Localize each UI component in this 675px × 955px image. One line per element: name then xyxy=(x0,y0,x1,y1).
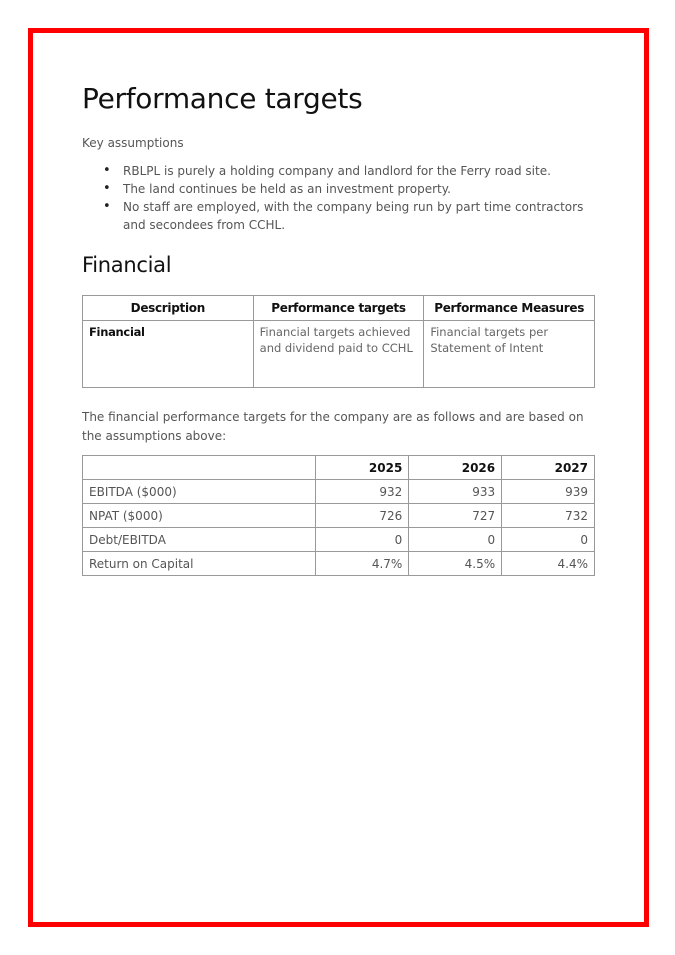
key-assumptions-label: Key assumptions xyxy=(82,136,184,150)
row-label: NPAT ($000) xyxy=(83,504,316,528)
row-label: Return on Capital xyxy=(83,552,316,576)
description-cell: Financial xyxy=(83,321,254,388)
assumption-item: • RBLPL is purely a holding company and landlord for the Ferry road site. xyxy=(82,162,594,180)
financial-paragraph: The financial performance targets for the company are as follows and are based on the assumptions above: xyxy=(82,410,584,443)
column-header: Performance targets xyxy=(253,296,424,321)
measure-cell: Financial targets per Statement of Intent xyxy=(424,321,595,388)
assumption-item: • The land continues be held as an investment property. xyxy=(82,180,594,198)
table-row xyxy=(83,321,595,388)
value-cell: 4.4% xyxy=(502,552,595,576)
financial-targets-table xyxy=(82,455,595,576)
performance-targets-table xyxy=(82,295,595,388)
table-row xyxy=(83,552,595,576)
row-label: Debt/EBITDA xyxy=(83,528,316,552)
value-cell: 0 xyxy=(502,528,595,552)
value-cell: 726 xyxy=(316,504,409,528)
value-cell: 4.5% xyxy=(409,552,502,576)
table-header-row xyxy=(83,456,595,480)
row-label: EBITDA ($000) xyxy=(83,480,316,504)
value-cell: 0 xyxy=(409,528,502,552)
table-row xyxy=(83,504,595,528)
table-header-row xyxy=(83,296,595,321)
value-cell: 0 xyxy=(316,528,409,552)
column-header-2025: 2025 xyxy=(316,456,409,480)
value-cell: 933 xyxy=(409,480,502,504)
column-header-2027: 2027 xyxy=(502,456,595,480)
value-cell: 939 xyxy=(502,480,595,504)
assumption-item: • No staff are employed, with the company being run by part time contractors and secondees from CCHL. xyxy=(82,198,594,234)
value-cell: 932 xyxy=(316,480,409,504)
page-title: Performance targets xyxy=(82,82,363,115)
value-cell: 732 xyxy=(502,504,595,528)
value-cell: 4.7% xyxy=(316,552,409,576)
column-header: Description xyxy=(83,296,254,321)
column-header: Performance Measures xyxy=(424,296,595,321)
column-header xyxy=(83,456,316,480)
column-header-2026: 2026 xyxy=(409,456,502,480)
value-cell: 727 xyxy=(409,504,502,528)
assumptions-list xyxy=(82,162,594,234)
table-row xyxy=(83,528,595,552)
table-row xyxy=(83,480,595,504)
section-heading-financial: Financial xyxy=(82,253,172,277)
target-cell: Financial targets achieved and dividend paid to CCHL xyxy=(253,321,424,388)
